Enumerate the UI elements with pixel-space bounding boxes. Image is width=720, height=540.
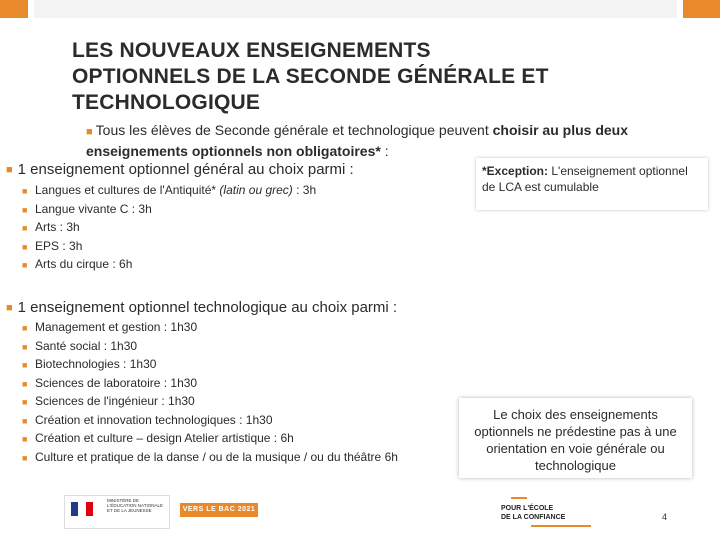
logo-underline xyxy=(531,525,591,527)
bullet-icon: ■ xyxy=(22,397,28,407)
ecole-line-2: DE LA CONFIANCE xyxy=(501,514,566,521)
ministry-logo xyxy=(64,495,170,529)
bullet-icon: ■ xyxy=(22,323,28,333)
list-item: ■ Langues et cultures de l'Antiquité* (latin ou grec) : 3h xyxy=(22,181,316,200)
techno-heading xyxy=(6,298,397,318)
list-item: ■ Sciences de laboratoire : 1h30 xyxy=(22,374,398,393)
bac-2021-banner: VERS LE BAC 2021 xyxy=(180,503,258,517)
orientation-note: Le choix des enseignements optionnels ne prédestine pas à une orientation en voie générale ou technologique xyxy=(459,398,692,478)
exception-text: L'enseignement optionnel de LCA est cumulable xyxy=(482,164,688,194)
top-bar-left xyxy=(0,0,28,18)
list-item: ■ Santé social : 1h30 xyxy=(22,337,398,356)
techno-options-list xyxy=(22,318,398,466)
title-line-2: OPTIONNELS DE LA SECONDE GÉNÉRALE ET xyxy=(72,65,549,88)
bullet-icon: ■ xyxy=(22,360,28,370)
bullet-icon: ■ xyxy=(22,341,28,352)
general-heading-text: 1 enseignement optionnel général au choix parmi : xyxy=(17,161,354,178)
page-title xyxy=(72,38,672,116)
intro-text: Tous les élèves de Seconde générale et technologique peuvent xyxy=(95,122,493,138)
list-item: ■ Arts du cirque : 6h xyxy=(22,255,316,274)
top-bar-right xyxy=(683,0,720,18)
bullet-icon: ■ xyxy=(22,452,28,463)
bullet-icon: ■ xyxy=(22,223,28,233)
bullet-icon: ■ xyxy=(22,260,28,270)
bullet-icon: ■ xyxy=(22,204,28,215)
bullet-icon: ■ xyxy=(6,302,13,314)
title-line-1: LES NOUVEAUX ENSEIGNEMENTS xyxy=(72,39,431,62)
list-item: ■ EPS : 3h xyxy=(22,237,316,256)
bullet-icon: ■ xyxy=(6,164,13,176)
ecole-line-1: POUR L'ÉCOLE xyxy=(501,505,554,512)
exception-callout xyxy=(476,158,708,210)
list-item: ■ Arts : 3h xyxy=(22,218,316,237)
ecole-confiance-logo xyxy=(501,497,591,527)
bullet-icon: ■ xyxy=(86,126,93,138)
list-item: ■ Culture et pratique de la danse / ou de la musique / ou du théâtre 6h xyxy=(22,448,398,467)
general-options-list xyxy=(22,181,316,274)
ministry-name: MINISTÈRE DE L'ÉDUCATION NATIONALE ET DE LA JEUNESSE xyxy=(107,498,163,513)
top-bar-middle xyxy=(34,0,677,18)
list-item: ■ Création et culture – design Atelier artistique : 6h xyxy=(22,429,398,448)
bullet-icon: ■ xyxy=(22,186,28,196)
intro-paragraph xyxy=(86,121,666,161)
bullet-icon: ■ xyxy=(22,434,28,444)
logo-accent-bar xyxy=(511,497,527,499)
intro-bold-text: choisir au plus deux enseignements optionnels non obligatoires* xyxy=(86,122,628,159)
list-item: ■ Sciences de l'ingénieur : 1h30 xyxy=(22,392,398,411)
bullet-icon: ■ xyxy=(22,241,28,252)
bullet-icon: ■ xyxy=(22,378,28,389)
list-item: ■ Langue vivante C : 3h xyxy=(22,200,316,219)
list-item: ■ Création et innovation technologiques : 1h30 xyxy=(22,411,398,430)
bullet-icon: ■ xyxy=(22,415,28,426)
french-flag-icon xyxy=(71,502,93,516)
list-item: ■ Biotechnologies : 1h30 xyxy=(22,355,398,374)
intro-trailing: : xyxy=(380,143,389,159)
techno-heading-text: 1 enseignement optionnel technologique au choix parmi : xyxy=(17,299,398,316)
general-heading xyxy=(6,160,354,180)
title-line-3: TECHNOLOGIQUE xyxy=(72,91,261,114)
exception-label: *Exception: xyxy=(482,164,549,178)
page-number: 4 xyxy=(662,512,668,522)
list-item: ■ Management et gestion : 1h30 xyxy=(22,318,398,337)
